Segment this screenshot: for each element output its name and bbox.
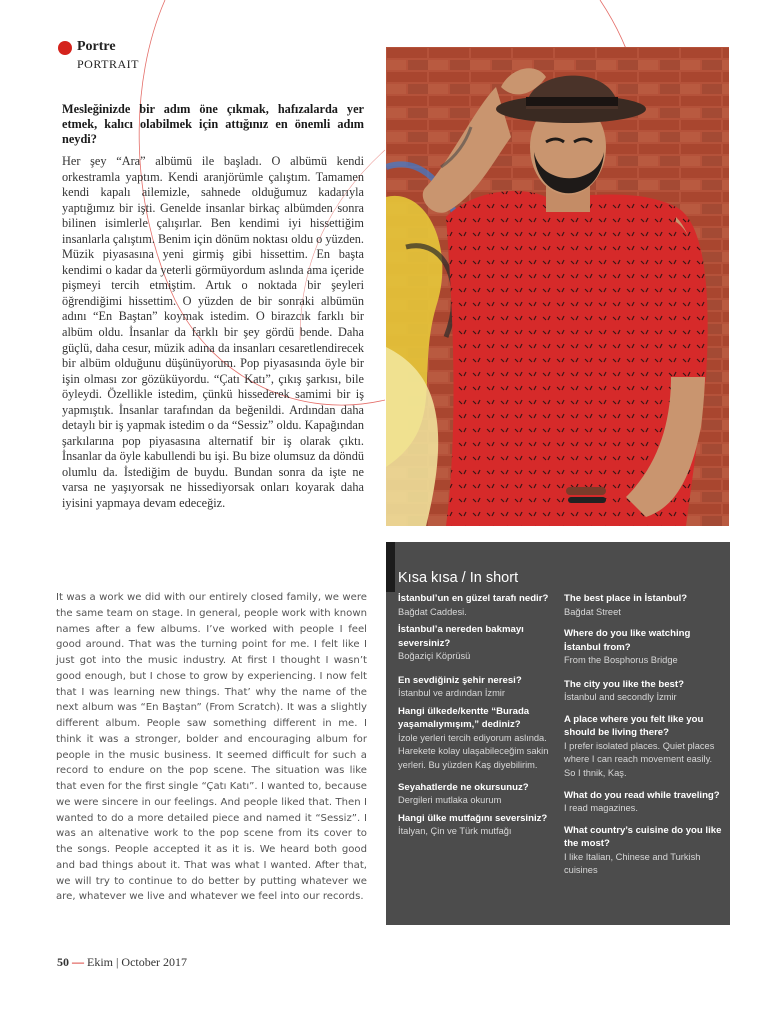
qa-item — [398, 592, 556, 619]
qa-item — [564, 789, 724, 816]
qa-answer: İzole yerleri tercih ediyorum aslında. Harekete kolay ulaşabileceğim sakin yerleri. Bu yüzden Kaş diyebilirim. — [398, 732, 549, 770]
qa-item — [398, 812, 556, 839]
qa-question: En sevdiğiniz şehir neresi? — [398, 674, 522, 686]
qa-answer: Bağdat Street — [564, 606, 621, 617]
red-dot-icon — [58, 41, 72, 55]
qa-answer: İstanbul ve ardından İzmir — [398, 688, 505, 699]
qa-answer: İstanbul and secondly İzmir — [564, 692, 677, 703]
qa-question: What do you read while traveling? — [564, 789, 720, 801]
in-short-title-tr: Kısa kısa — [398, 570, 458, 586]
qa-answer: Boğaziçi Köprüsü — [398, 651, 471, 662]
qa-answer: I read magazines. — [564, 803, 638, 814]
qa-question: The best place in İstanbul? — [564, 593, 688, 604]
qa-answer: Bağdat Caddesi. — [398, 606, 467, 617]
qa-answer: İtalyan, Çin ve Türk mutfağı — [398, 826, 512, 837]
footer-dash: — — [72, 955, 84, 969]
qa-item — [564, 592, 724, 619]
qa-item — [398, 781, 556, 808]
interview-question: Mesleğinizde bir adım öne çıkmak, hafızalarda yer etmek, kalıcı olabilmek için attığınız en önemli adım neydi? — [62, 102, 364, 146]
issue-date: Ekim | October 2017 — [87, 955, 188, 969]
qa-question: Hangi ülke mutfağını seversiniz? — [398, 812, 548, 824]
qa-answer: From the Bosphorus Bridge — [564, 655, 678, 666]
qa-answer: Dergileri mutlaka okurum — [398, 795, 502, 806]
qa-question: The city you like the best? — [564, 678, 684, 690]
box-accent-bar — [386, 542, 395, 592]
qa-item — [564, 627, 724, 668]
in-short-column-en — [564, 592, 724, 882]
qa-question: Where do you like watching İstanbul from? — [564, 628, 691, 653]
qa-item — [564, 713, 724, 781]
interview-answer-en: It was a work we did with our entirely closed family, we were the same team on stage. In general, people work with known names after a few albums. I’ve worked with people I feel good around. That was the turning point for me. I felt like I just got into the music industry. At first I thought I wasn’t good enough, but I chose to grow by experiencing. I now felt that I was learning new things. That’ why the name of the next album was “En Baştan” (From Scratch). It was a slightly different album. People saw something different in me. I think it was a stronger, bolder and encouraging album for people in the music business. It seemed difficult for such a record to endure on the pop scene. The situation was like that even for the first single “Çatı Katı”. I wanted to, because we were sincere in our feelings. And people liked that. Then I wanted to do a more detailed piece and named it “Sessiz”. I was an altenative work to the pop scene from its cover to the songs. People accepted it as it is. We heard both good and bad things about it. That was what I wanted. After that, we will try to continue to do better by putting whatever we are, whatever we live and whatever we feel into our records. — [56, 592, 367, 903]
in-short-title-en: In short — [469, 570, 519, 586]
qa-question: İstanbul’a nereden bakmayı seversiniz? — [398, 624, 524, 649]
in-short-box — [386, 542, 730, 925]
in-short-title — [398, 570, 518, 586]
section-title-en: PORTRAIT — [77, 57, 139, 71]
section-title-tr: Portre — [77, 39, 116, 54]
qa-question: A place where you felt like you should be living there? — [564, 713, 704, 739]
qa-item — [398, 674, 556, 701]
qa-item — [564, 824, 724, 878]
qa-answer: I prefer isolated places. Quiet places where I can reach movement easily. So I thnik, Kaş. — [564, 740, 715, 778]
page-footer — [57, 955, 187, 970]
in-short-separator: / — [457, 570, 470, 586]
qa-item — [564, 678, 724, 705]
qa-item — [398, 623, 556, 664]
qa-question: Hangi ülkede/kentte “Burada yaşamalıymışım,” dediniz? — [398, 705, 530, 731]
qa-question: İstanbul’un en güzel tarafı nedir? — [398, 593, 549, 604]
interview-answer-tr: Her şey “Ara” albümü ile başladı. O albümü kendi orkestramla yaptım. Kendi aranjörümle çalıştım. Tamamen kendi kapalı ailemizle, sahnede olduğumuz kadarıyla yaptığımız bir işti. Genelde insanlar birkaç albümden sonra bilinen isimlerle çalışırlar. Ben kendimi iyi hissettiğim insanlarla çalıştım. Benim için dönüm noktası oldu o yüzden. Müzik piyasasına yeni girmiş gibi hissettim. En başta kendimi o kadar da yeterli görmüyordum aslında ama içeride pişmeyi tercih etmiştim. Artık o noktada bir şeyleri öğrendiğimi hissettim. O yüzden de bir sonraki albümün adını “En Baştan” koymak istedim. O birazcık farklı bir albüm oldu. İnsanlar da farklı bir şey gördü bende. Daha güçlü, daha cesur, müzik adına da insanları cesaretlendirecek bir albüm olduğunu düşünüyorum. Pop piyasasında öyle bir işin olması zor gözüküyordu. “Çatı Katı”, çıkış şarkısı, bile öyleydi. Özellikle istedim, çünkü hissederek samimi bir iş yapmıştık. İnsanlar tarafından da beğenildi. Ardından daha detaylı bir iş yapmak istedim o da “Sessiz” oldu. Kapağından şarkılarına pop piyasasına alternatif bir iş olarak çıktı. İnsanlar da öyle kabullendi bu işi. Bu bize olumsuz da döndü olumlu da. İstediğim de buydu. Bundan sonra da işte ne varsa ne yaşıyorsak ne hissediyorsak onları koyarak daha iyisini yapmaya devam edeceğiz. — [62, 154, 364, 511]
portrait-photo — [386, 47, 729, 526]
in-short-column-tr — [398, 592, 556, 843]
qa-answer: I like Italian, Chinese and Turkish cuisines — [564, 851, 701, 876]
qa-question: What country’s cuisine do you like the most? — [564, 824, 722, 850]
page-number: 50 — [57, 955, 69, 969]
qa-item — [398, 705, 556, 773]
qa-question: Seyahatlerde ne okursunuz? — [398, 781, 529, 793]
